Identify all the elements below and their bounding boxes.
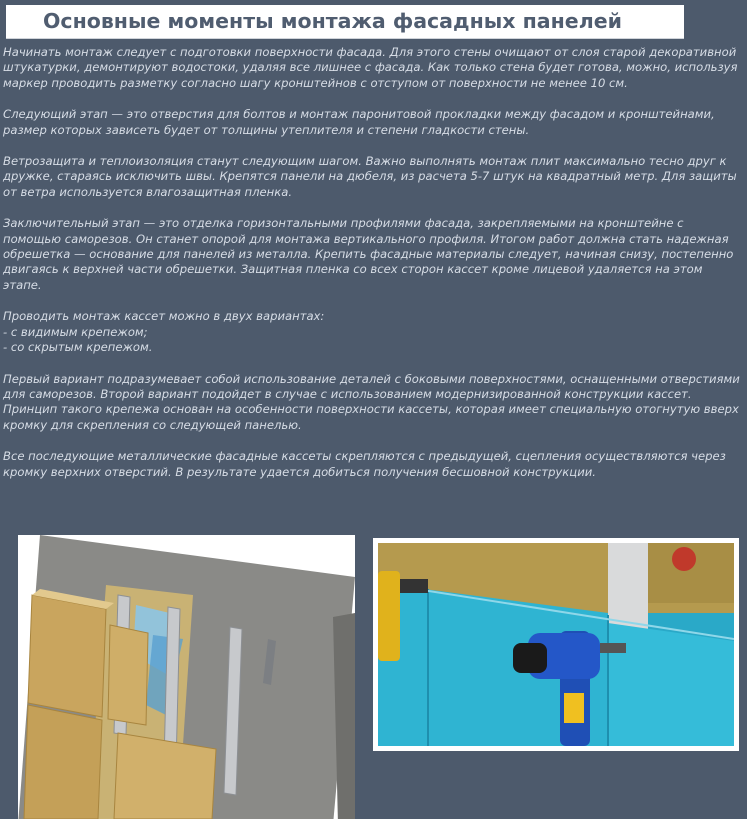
cassette-1 xyxy=(28,595,106,717)
blue-panel-right xyxy=(608,623,734,746)
yellow-drill-chuck xyxy=(400,579,428,593)
drill-photo-frame xyxy=(373,538,739,751)
paragraph-bolt-holes: Следующий этап — это отверстия для болтов и монтаж паронитовой прокладки между фасадом и кронштейнами, размер которых зависеть будет от толщины утеплителя и степени гладкости стены. xyxy=(3,107,715,137)
drill-label xyxy=(564,693,584,723)
title-bar xyxy=(6,5,684,39)
drill-photo-drawing xyxy=(378,543,734,746)
variant-hidden: - со скрытым крепежом. xyxy=(3,340,153,355)
facade-layers-drawing xyxy=(18,535,355,819)
paragraph-surface-prep: Начинать монтаж следует с подготовки поверхности фасада. Для этого стены очищают от слоя старой декоративной штукатурки, демонтируют водостоки, удаляя все лишнее с фасада. Как только стена будет готова, можно, используя маркер проводить разметку согласно шагу кронштейнов с отступом от поверхности не менее 10 см. xyxy=(3,45,738,90)
article-body xyxy=(3,45,743,480)
facade-layers-image xyxy=(18,535,355,819)
page-title: Основные моменты монтажа фасадных панелей xyxy=(43,9,622,33)
paragraph-seamless: Все последующие металлические фасадные кассеты скрепляются с предыдущей, сцепления осуществляются через кромку верхних отверстий. В результате удается добиться получения бесшовной конструкции. xyxy=(3,449,726,479)
drill-photo xyxy=(378,543,734,746)
blue-drill-head xyxy=(513,643,547,673)
variants-intro: Проводить монтаж кассет можно в двух вариантах: xyxy=(3,309,325,324)
blue-drill-bit xyxy=(600,643,626,653)
cassette-3 xyxy=(108,625,148,725)
red-dowel xyxy=(672,547,696,571)
wall-edge xyxy=(333,613,355,819)
paragraph-variants xyxy=(3,309,743,355)
cassette-2 xyxy=(24,705,102,819)
paragraph-first-variant: Первый вариант подразумевает собой использование деталей с боковыми поверхностями, оснащенными отверстиями для саморезов. Второй вариант подойдет в случае с использованием модернизированной конструкции кассет. Принцип такого крепежа основан на особенности поверхности кассеты, которая имеет специальную отогнутую вверх кромку для скрепления со следующей панелью. xyxy=(3,371,740,432)
variant-visible: - с видимым крепежом; xyxy=(3,324,148,339)
yellow-drill xyxy=(378,571,400,661)
paragraph-final-stage: Заключительный этап — это отделка горизонтальными профилями фасада, закрепляемыми на кронштейне с помощью саморезов. Он станет опорой для монтажа вертикального профиля. Итогом работ должна стать надежная обрешетка — основание для панелей из металла. Крепить фасадные материалы следует, начиная снизу, постепенно двигаясь к верхней части обрешетки. Защитная пленка со всех сторон кассет кроме лицевой удаляется на этом этапе. xyxy=(3,216,734,292)
paragraph-insulation: Ветрозащита и теплоизоляция станут следующим шагом. Важно выполнять монтаж плит максимально тесно друг к дружке, стараясь исключить швы. Крепятся панели на дюбеля, из расчета 5-7 штук на квадратный метр. Для защиты от ветра используется влагозащитная пленка. xyxy=(3,154,737,199)
